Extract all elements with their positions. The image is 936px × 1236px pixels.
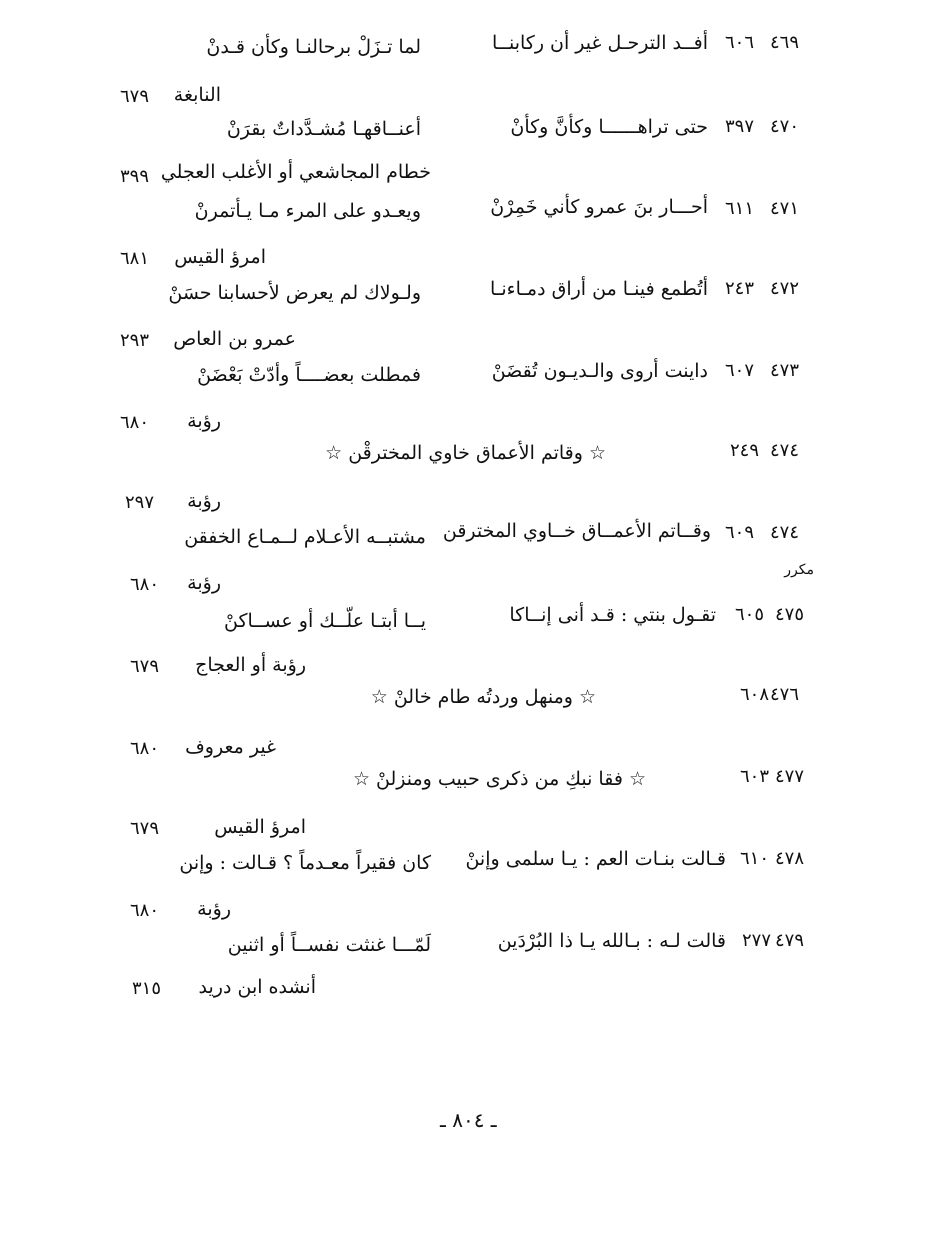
first-hemistich: أحـــار بنَ عمرو كأني خَمِرْنْ	[490, 196, 708, 218]
source-page: ٢٧٧	[742, 930, 772, 951]
source-page: ٦٠٣	[740, 766, 770, 787]
source-page: ٦٠٧	[725, 360, 755, 381]
poet-name: امرؤ القيس	[174, 246, 266, 268]
second-hemistich: أعنــاقهـا مُشـدَّداتٌ بقرَنْ	[226, 118, 421, 140]
entry-number: ٤٧٤	[770, 522, 800, 543]
poet-name: رؤبة	[197, 898, 231, 920]
poet-name: امرؤ القيس	[214, 816, 306, 838]
entry-number: ٤٧٧	[775, 766, 805, 787]
poet-page: ٦٨٠	[130, 900, 160, 921]
source-page: ٣٩٧	[725, 116, 755, 137]
poet-name: غير معروف	[185, 736, 276, 758]
source-page: ٦٠٥	[735, 604, 765, 625]
entry-number: ٤٧٨	[775, 848, 805, 869]
poet-page: ٦٧٩	[130, 656, 160, 677]
entry-number: ٤٧٥	[775, 604, 805, 625]
second-hemistich: كان فقيراً معـدماً ؟ قـالت : وإنن	[179, 852, 431, 874]
poet-name: رؤبة	[187, 410, 221, 432]
poet-page: ٣١٥	[132, 978, 162, 999]
single-hemistich: ☆ وقاتم الأعماق خاوي المخترقْن ☆	[325, 442, 606, 464]
repeated-note: مكرر	[784, 562, 814, 578]
second-hemistich: لَمّـــا غنثت نفســاً أو اثنين	[227, 934, 431, 956]
poet-name: رؤبة أو العجاج	[195, 654, 306, 676]
entry-number: ٤٧٦	[770, 684, 800, 705]
first-hemistich: داينت أروى والـديـون تُقضَنْ	[491, 360, 708, 382]
single-hemistich: ☆ فقا نبكِ من ذكرى حبيب ومنزلنْ ☆	[352, 768, 646, 790]
page-number: ـ ٨٠٤ ـ	[440, 1108, 497, 1132]
first-hemistich: أتُطمع فينـا من أراق دمـاءنـا	[490, 278, 708, 300]
entry-number: ٤٧١	[770, 198, 800, 219]
first-hemistich: وقــاتم الأعمــاق خــاوي المخترقن	[442, 520, 711, 542]
poet-name: رؤبة	[187, 490, 221, 512]
entry-number: ٤٧٩	[775, 930, 805, 951]
poet-name: أنشده ابن دريد	[198, 976, 316, 998]
second-hemistich: ولـولاك لم يعرض لأحسابنا حسَنْ	[168, 282, 421, 304]
poet-page: ٢٩٧	[125, 492, 155, 513]
source-page: ٦٠٨	[740, 684, 770, 705]
entry-number: ٤٧٢	[770, 278, 800, 299]
poet-page: ٦٨٠	[120, 412, 150, 433]
second-hemistich: يــا أبتـا علّــك أو عســاكنْ	[224, 610, 426, 632]
source-page: ٦٠٩	[725, 522, 755, 543]
source-page: ٦١٠	[740, 848, 770, 869]
second-hemistich: لما تـزَلْ برحالنـا وكأن قـدنْ	[206, 36, 421, 58]
first-hemistich: تقـول بنتي : قـد أنى إنــاكا	[509, 604, 716, 626]
second-hemistich: ويعـدو على المرء مـا يـأتمرنْ	[194, 200, 421, 222]
source-page: ٢٤٩	[730, 440, 760, 461]
poet-name: النابغة	[173, 84, 221, 106]
entry-number: ٤٧٠	[770, 116, 800, 137]
poet-name: رؤبة	[187, 572, 221, 594]
first-hemistich: قـالت بنـات العم : يـا سلمى وإننْ	[465, 848, 726, 870]
poet-page: ٦٨١	[120, 248, 150, 269]
second-hemistich: فمطلت بعضــــاً وأدّتْ بَعْضَنْ	[197, 364, 421, 386]
first-hemistich: حتى تراهــــــا وكأنَّ وكأنْ	[510, 116, 708, 138]
source-page: ٦١١	[725, 198, 755, 219]
poet-name: خطام المجاشعي أو الأغلب العجلي	[160, 161, 431, 183]
entry-number: ٤٦٩	[770, 32, 800, 53]
first-hemistich: أفــد الترحـل غير أن ركابنــا	[492, 32, 708, 54]
poet-page: ٣٩٩	[120, 166, 150, 187]
poet-page: ٦٨٠	[130, 574, 160, 595]
poet-page: ٦٨٠	[130, 738, 160, 759]
poet-page: ٦٧٩	[130, 818, 160, 839]
first-hemistich: قالت لـه : بـالله يـا ذا البُرْدَين	[497, 930, 726, 952]
second-hemistich: مشتبــه الأعـلام لــمـاع الخفقن	[184, 526, 426, 548]
poet-name: عمرو بن العاص	[173, 328, 296, 350]
entry-number: ٤٧٣	[770, 360, 800, 381]
entry-number: ٤٧٤	[770, 440, 800, 461]
source-page: ٦٠٦	[725, 32, 755, 53]
source-page: ٢٤٣	[725, 278, 755, 299]
single-hemistich: ☆ ومنهل وردتُه طام خالنْ ☆	[370, 686, 596, 708]
poet-page: ٢٩٣	[120, 330, 150, 351]
poet-page: ٦٧٩	[120, 86, 150, 107]
